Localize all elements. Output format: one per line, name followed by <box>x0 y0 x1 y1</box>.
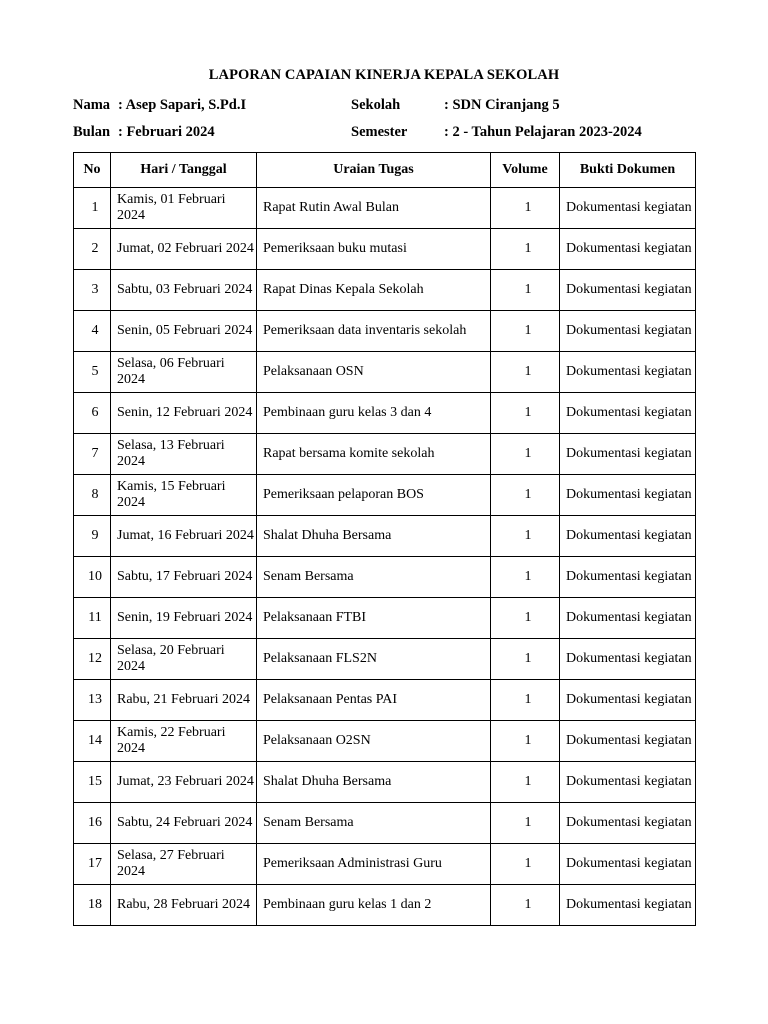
header-volume <box>491 153 560 188</box>
cell-tanggal: Senin, 19 Februari 2024 <box>111 598 257 639</box>
cell-bukti-dokumen: Dokumentasi kegiatan <box>560 270 696 311</box>
report-title: LAPORAN CAPAIAN KINERJA KEPALA SEKOLAH <box>208 67 560 83</box>
table-row <box>74 352 696 393</box>
cell-uraian-tugas: Pemeriksaan buku mutasi <box>257 229 491 270</box>
cell-uraian-tugas: Pembinaan guru kelas 3 dan 4 <box>257 393 491 434</box>
cell-bukti-dokumen: Dokumentasi kegiatan <box>560 434 696 475</box>
header-no: No <box>74 153 111 188</box>
header-volume-text: Volume <box>502 162 548 177</box>
cell-no: 4 <box>74 311 111 352</box>
cell-volume: 1 <box>491 188 560 229</box>
cell-tanggal: Senin, 05 Februari 2024 <box>111 311 257 352</box>
table-row <box>74 762 696 803</box>
sekolah-label: Sekolah <box>351 97 401 113</box>
cell-uraian-tugas: Pembinaan guru kelas 1 dan 2 <box>257 885 491 926</box>
table-row <box>74 680 696 721</box>
cell-volume: 1 <box>491 352 560 393</box>
cell-uraian-tugas: Pelaksanaan FLS2N <box>257 639 491 680</box>
cell-uraian-tugas: Pelaksanaan OSN <box>257 352 491 393</box>
cell-volume: 1 <box>491 311 560 352</box>
cell-volume: 1 <box>491 229 560 270</box>
cell-bukti-dokumen: Dokumentasi kegiatan <box>560 311 696 352</box>
semester-label: Semester <box>351 124 408 140</box>
cell-volume: 1 <box>491 844 560 885</box>
table-row <box>74 270 696 311</box>
cell-uraian-tugas: Pelaksanaan Pentas PAI <box>257 680 491 721</box>
cell-volume: 1 <box>491 475 560 516</box>
cell-no: 10 <box>74 557 111 598</box>
semester-value: : 2 - Tahun Pelajaran 2023-2024 <box>444 124 642 140</box>
cell-no: 5 <box>74 352 111 393</box>
table-row <box>74 844 696 885</box>
cell-volume: 1 <box>491 762 560 803</box>
nama-label: Nama <box>73 97 111 113</box>
cell-no: 8 <box>74 475 111 516</box>
cell-no: 16 <box>74 803 111 844</box>
cell-bukti-dokumen: Dokumentasi kegiatan <box>560 516 696 557</box>
table-row <box>74 434 696 475</box>
cell-uraian-tugas: Pelaksanaan FTBI <box>257 598 491 639</box>
cell-tanggal: Sabtu, 17 Februari 2024 <box>111 557 257 598</box>
cell-uraian-tugas: Rapat bersama komite sekolah <box>257 434 491 475</box>
cell-no: 7 <box>74 434 111 475</box>
table-row <box>74 229 696 270</box>
report-table <box>73 152 696 926</box>
cell-bukti-dokumen: Dokumentasi kegiatan <box>560 844 696 885</box>
cell-tanggal: Kamis, 22 Februari 2024 <box>111 721 257 762</box>
cell-tanggal: Rabu, 21 Februari 2024 <box>111 680 257 721</box>
cell-bukti-dokumen: Dokumentasi kegiatan <box>560 803 696 844</box>
cell-tanggal: Jumat, 23 Februari 2024 <box>111 762 257 803</box>
bulan-label: Bulan <box>73 124 111 140</box>
cell-tanggal: Selasa, 06 Februari 2024 <box>111 352 257 393</box>
cell-no: 11 <box>74 598 111 639</box>
nama-value: : Asep Sapari, S.Pd.I <box>118 97 247 113</box>
cell-tanggal: Jumat, 02 Februari 2024 <box>111 229 257 270</box>
header-uraian-tugas: Uraian Tugas <box>257 153 491 188</box>
cell-bukti-dokumen: Dokumentasi kegiatan <box>560 598 696 639</box>
table-row <box>74 311 696 352</box>
cell-volume: 1 <box>491 516 560 557</box>
bulan-value: : Februari 2024 <box>118 124 215 140</box>
cell-volume: 1 <box>491 598 560 639</box>
table-row <box>74 803 696 844</box>
cell-bukti-dokumen: Dokumentasi kegiatan <box>560 352 696 393</box>
cell-no: 9 <box>74 516 111 557</box>
cell-tanggal: Selasa, 27 Februari 2024 <box>111 844 257 885</box>
cell-volume: 1 <box>491 885 560 926</box>
cell-no: 17 <box>74 844 111 885</box>
table-row <box>74 639 696 680</box>
cell-volume: 1 <box>491 639 560 680</box>
cell-tanggal: Senin, 12 Februari 2024 <box>111 393 257 434</box>
cell-uraian-tugas: Pemeriksaan data inventaris sekolah <box>257 311 491 352</box>
cell-bukti-dokumen: Dokumentasi kegiatan <box>560 393 696 434</box>
cell-uraian-tugas: Pelaksanaan O2SN <box>257 721 491 762</box>
cell-no: 6 <box>74 393 111 434</box>
cell-volume: 1 <box>491 434 560 475</box>
cell-no: 1 <box>74 188 111 229</box>
cell-bukti-dokumen: Dokumentasi kegiatan <box>560 721 696 762</box>
table-row <box>74 393 696 434</box>
cell-tanggal: Sabtu, 03 Februari 2024 <box>111 270 257 311</box>
header-bukti-dokumen: Bukti Dokumen <box>560 153 696 188</box>
cell-bukti-dokumen: Dokumentasi kegiatan <box>560 680 696 721</box>
cell-volume: 1 <box>491 803 560 844</box>
cell-volume: 1 <box>491 270 560 311</box>
cell-bukti-dokumen: Dokumentasi kegiatan <box>560 885 696 926</box>
table-header-row <box>74 153 696 188</box>
cell-no: 2 <box>74 229 111 270</box>
cell-bukti-dokumen: Dokumentasi kegiatan <box>560 639 696 680</box>
table-row <box>74 598 696 639</box>
table-row <box>74 475 696 516</box>
cell-tanggal: Rabu, 28 Februari 2024 <box>111 885 257 926</box>
cell-no: 3 <box>74 270 111 311</box>
cell-no: 13 <box>74 680 111 721</box>
cell-volume: 1 <box>491 721 560 762</box>
cell-tanggal: Kamis, 15 Februari 2024 <box>111 475 257 516</box>
cell-uraian-tugas: Rapat Dinas Kepala Sekolah <box>257 270 491 311</box>
table-row <box>74 188 696 229</box>
table-row <box>74 557 696 598</box>
cell-uraian-tugas: Senam Bersama <box>257 557 491 598</box>
cell-no: 18 <box>74 885 111 926</box>
cell-uraian-tugas: Senam Bersama <box>257 803 491 844</box>
cell-tanggal: Kamis, 01 Februari 2024 <box>111 188 257 229</box>
cell-no: 12 <box>74 639 111 680</box>
cell-tanggal: Selasa, 13 Februari 2024 <box>111 434 257 475</box>
cell-bukti-dokumen: Dokumentasi kegiatan <box>560 188 696 229</box>
table-row <box>74 516 696 557</box>
cell-bukti-dokumen: Dokumentasi kegiatan <box>560 557 696 598</box>
cell-bukti-dokumen: Dokumentasi kegiatan <box>560 475 696 516</box>
table-row <box>74 885 696 926</box>
cell-tanggal: Jumat, 16 Februari 2024 <box>111 516 257 557</box>
cell-tanggal: Selasa, 20 Februari 2024 <box>111 639 257 680</box>
cell-bukti-dokumen: Dokumentasi kegiatan <box>560 762 696 803</box>
cell-volume: 1 <box>491 393 560 434</box>
cell-uraian-tugas: Shalat Dhuha Bersama <box>257 516 491 557</box>
cell-volume: 1 <box>491 680 560 721</box>
cell-volume: 1 <box>491 557 560 598</box>
table-row <box>74 721 696 762</box>
cell-uraian-tugas: Rapat Rutin Awal Bulan <box>257 188 491 229</box>
cell-no: 14 <box>74 721 111 762</box>
cell-uraian-tugas: Pemeriksaan pelaporan BOS <box>257 475 491 516</box>
cell-uraian-tugas: Pemeriksaan Administrasi Guru <box>257 844 491 885</box>
sekolah-value: : SDN Ciranjang 5 <box>444 97 560 113</box>
cell-no: 15 <box>74 762 111 803</box>
cell-uraian-tugas: Shalat Dhuha Bersama <box>257 762 491 803</box>
cell-bukti-dokumen: Dokumentasi kegiatan <box>560 229 696 270</box>
cell-tanggal: Sabtu, 24 Februari 2024 <box>111 803 257 844</box>
header-tanggal: Hari / Tanggal <box>111 153 257 188</box>
